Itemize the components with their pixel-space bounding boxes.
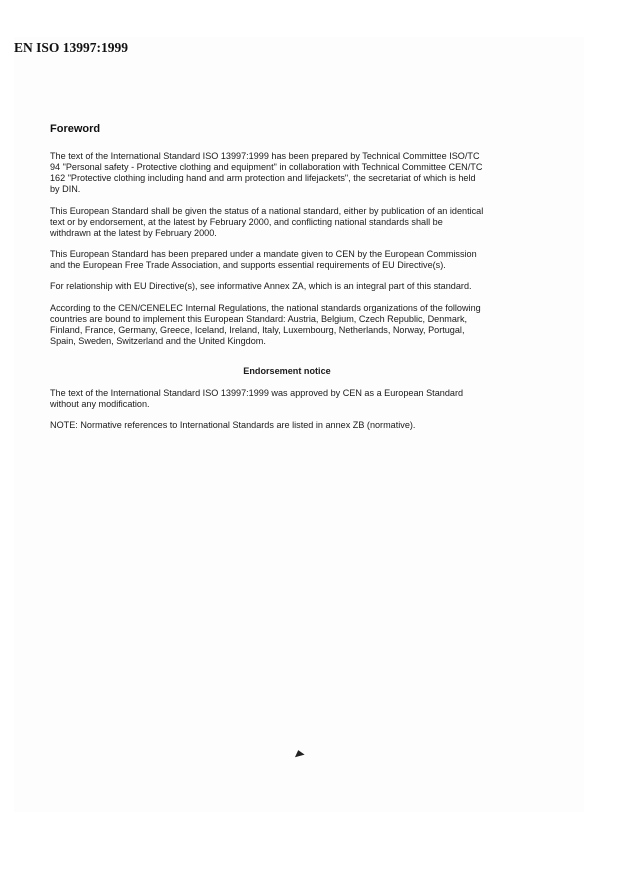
document-id-header: EN ISO 13997:1999	[14, 40, 129, 55]
foreword-paragraph-1	[50, 151, 482, 195]
endorsement-heading: Endorsement notice	[243, 366, 331, 376]
text-line: For relationship with EU Directive(s), see informative Annex ZA, which is an integral part of this standard.	[50, 281, 472, 291]
text-line: NOTE: Normative references to International Standards are listed in annex ZB (normative).	[50, 420, 416, 430]
text-line: text or by endorsement, at the latest by February 2000, and conflicting national standards shall be	[50, 217, 443, 227]
text-line: Finland, France, Germany, Greece, Iceland, Ireland, Italy, Luxembourg, Netherlands, Norway, Portugal,	[50, 325, 465, 335]
text-line: The text of the International Standard ISO 13997:1999 has been prepared by Technical Committee ISO/TC	[50, 151, 480, 161]
text-line: by DIN.	[50, 184, 81, 194]
foreword-heading: Foreword	[50, 123, 101, 135]
text-line: countries are bound to implement this European Standard: Austria, Belgium, Czech Republic, Denmark,	[50, 314, 468, 324]
foreword-paragraph-5	[50, 303, 481, 347]
text-line: Spain, Sweden, Switzerland and the United Kingdom.	[50, 336, 266, 346]
endorsement-paragraph-1	[50, 388, 463, 410]
text-line: 94 "Personal safety - Protective clothing and equipment" in collaboration with Technical Committee CEN/TC	[50, 162, 483, 172]
text-line: and the European Free Trade Association, and supports essential requirements of EU Directive(s).	[50, 260, 446, 270]
text-line: This European Standard shall be given the status of a national standard, either by publication of an identical	[50, 206, 484, 216]
text-line: According to the CEN/CENELEC Internal Regulations, the national standards organizations of the following	[50, 303, 481, 313]
endorsement-note	[50, 420, 415, 431]
text-line: withdrawn at the latest by February 2000.	[50, 228, 217, 238]
foreword-paragraph-4	[50, 281, 472, 292]
text-line: 162 "Protective clothing including hand and arm protection and lifejackets", the secretariat of which is held	[50, 173, 476, 183]
text-line: without any modification.	[50, 399, 150, 409]
text-line: This European Standard has been prepared under a mandate given to CEN by the European Commission	[50, 249, 477, 259]
foreword-paragraph-2	[50, 206, 483, 239]
text-line: The text of the International Standard ISO 13997:1999 was approved by CEN as a European Standard	[50, 388, 464, 398]
foreword-paragraph-3	[50, 249, 477, 271]
